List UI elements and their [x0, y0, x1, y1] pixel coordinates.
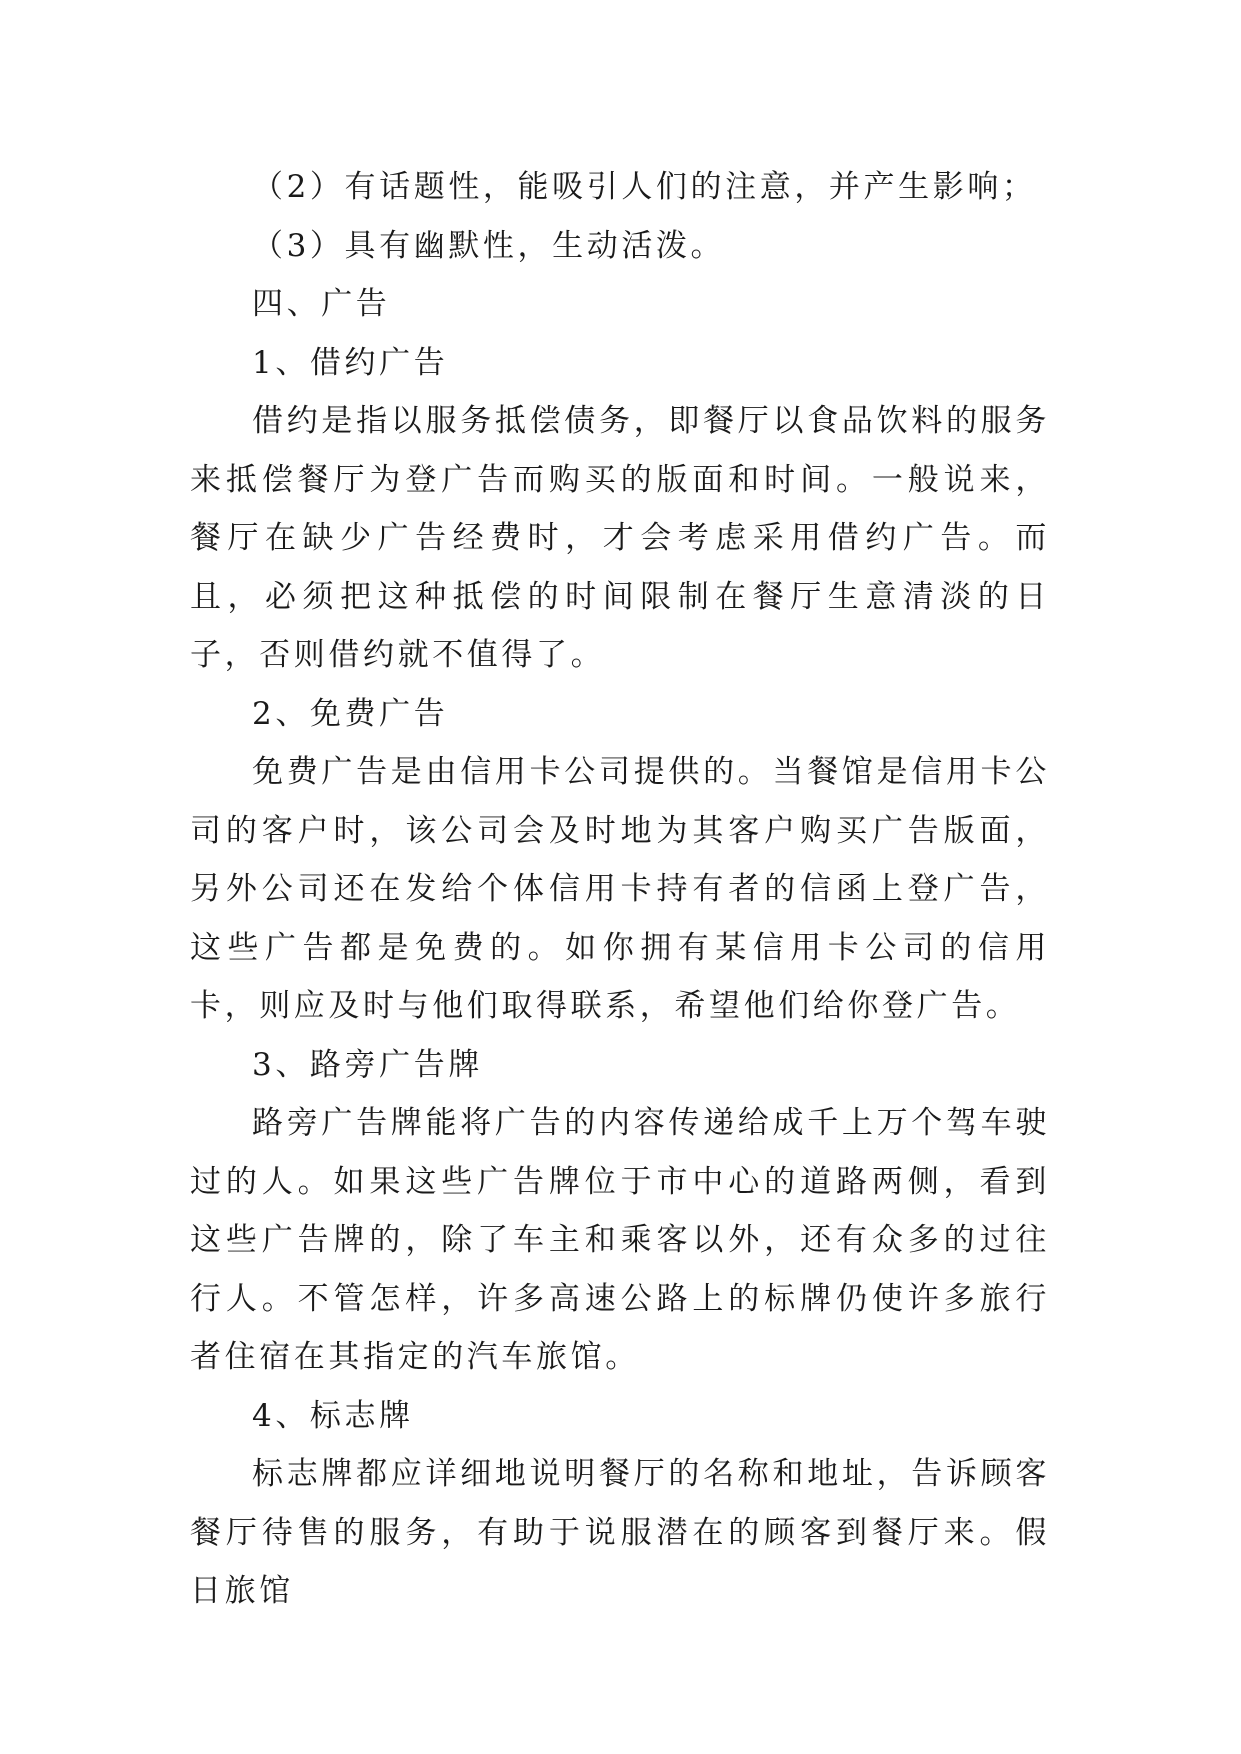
- subheading-free-ads: 2、免费广告: [252, 695, 449, 732]
- paragraph-roadside-billboards: 路旁广告牌能将广告的内容传递给成千上万个驾车驶过的人。如果这些广告牌位于市中心的道路两侧，看到这些广告牌的，除了车主和乘客以外，还有众多的过往行人。不管怎样，许多高速公路上的标牌仍使许多旅行者住宿在其指定的汽车旅馆。: [190, 1105, 1050, 1375]
- subheading-signboards: 4、标志牌: [252, 1397, 414, 1434]
- list-item-2: （2）有话题性，能吸引人们的注意，并产生影响；: [252, 169, 1037, 205]
- section-heading-advertising: 四、广告: [252, 286, 391, 322]
- subheading-barter-ads: 1、借约广告: [252, 344, 449, 381]
- list-item-3: （3）具有幽默性，生动活泼。: [252, 227, 726, 264]
- paragraph-free-ads: 免费广告是由信用卡公司提供的。当餐馆是信用卡公司的客户时，该公司会及时地为其客户购买广告版面，另外公司还在发给个体信用卡持有者的信函上登广告，这些广告都是免费的。如你拥有某信用卡公司的信用卡，则应及时与他们取得联系，希望他们给你登广告。: [190, 754, 1050, 1024]
- paragraph-signboards: 标志牌都应详细地说明餐厅的名称和地址，告诉顾客餐厅待售的服务，有助于说服潜在的顾客到餐厅来。假日旅馆: [190, 1456, 1050, 1609]
- document-body: [190, 158, 1050, 1621]
- paragraph-barter-ads: 借约是指以服务抵偿债务，即餐厅以食品饮料的服务来抵偿餐厅为登广告而购买的版面和时间。一般说来，餐厅在缺少广告经费时，才会考虑采用借约广告。而且，必须把这种抵偿的时间限制在餐厅生意清淡的日子，否则借约就不值得了。: [190, 403, 1050, 673]
- subheading-roadside-billboards: 3、路旁广告牌: [252, 1046, 483, 1083]
